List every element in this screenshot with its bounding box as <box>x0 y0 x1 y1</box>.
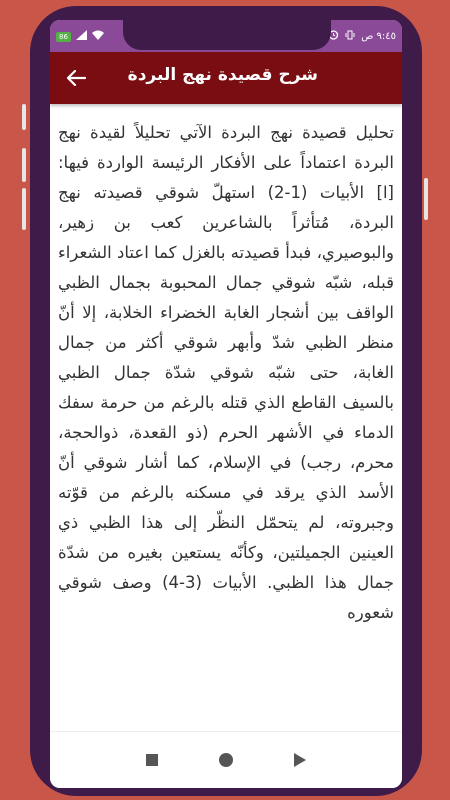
volume-up-button <box>22 104 26 130</box>
recents-button[interactable] <box>140 748 164 772</box>
home-button[interactable] <box>214 748 238 772</box>
status-time: ٩:٤٥ ص <box>361 30 396 42</box>
battery-icon: 86 <box>56 32 71 42</box>
signal-icon <box>76 30 87 43</box>
arrow-left-icon <box>66 70 86 86</box>
screen <box>50 20 402 788</box>
status-right-icons <box>328 29 396 43</box>
home-circle-icon <box>218 752 234 768</box>
page-title: شرح قصيدة نهج البردة <box>127 65 318 85</box>
vibrate-icon <box>344 30 356 43</box>
status-left-icons <box>56 30 104 43</box>
system-nav-bar <box>50 731 402 788</box>
back-button[interactable] <box>62 64 90 92</box>
volume-button <box>22 188 26 230</box>
back-triangle-icon <box>294 753 306 767</box>
article-body: تحليل قصيدة نهج البردة الآتي تحليلاً لقيدة نهج البردة اعتماداً على الأفكار الرئيسة الواردة فيها: [ا] الأبيات (1-2) استهلّ شوقي قصيدته نهج البردة، مُتأثراً بالشاعرين كعب بن زهير، والبوصيري، فبدأ قصيدته بالغزل كما اعتاد الشعراء قبله، شبّه شوقي جمال المحبوبة بجمال الظبي الواقف بين أشجار الغابة الخضراء الخلابة، إلا أنّ منظر الظبي شدّ وأبهر شوقي أكثر من جمال الغابة، حتى شبّه شوقي شدّة جمال الظبي بالسيف القاطع الذي قتله بالرغم من حرمة سفك الدماء في الأشهر الحرم (ذو القعدة، ذوالحجة، محرم، رجب) في الإسلام، كما أشار شوقي أنّ الأسد الذي يرقد في مسكنه بالرغم من قوّته وجبروته، لم يتحمّل النظّر إلى هذا الظبي ذي العينين الجميلتين، وكأنّه يستعين بغيره من شدّة جمال هذا الظبي. الأبيات (3-4) وصف شوقي شعوره <box>58 123 394 622</box>
wifi-icon <box>92 30 104 43</box>
stop-square-icon <box>146 754 158 766</box>
nav-back-button[interactable] <box>288 748 312 772</box>
camera-notch <box>123 20 331 50</box>
article-content[interactable] <box>58 104 394 732</box>
power-button <box>424 178 428 220</box>
app-bar <box>50 52 402 104</box>
volume-down-button <box>22 148 26 182</box>
